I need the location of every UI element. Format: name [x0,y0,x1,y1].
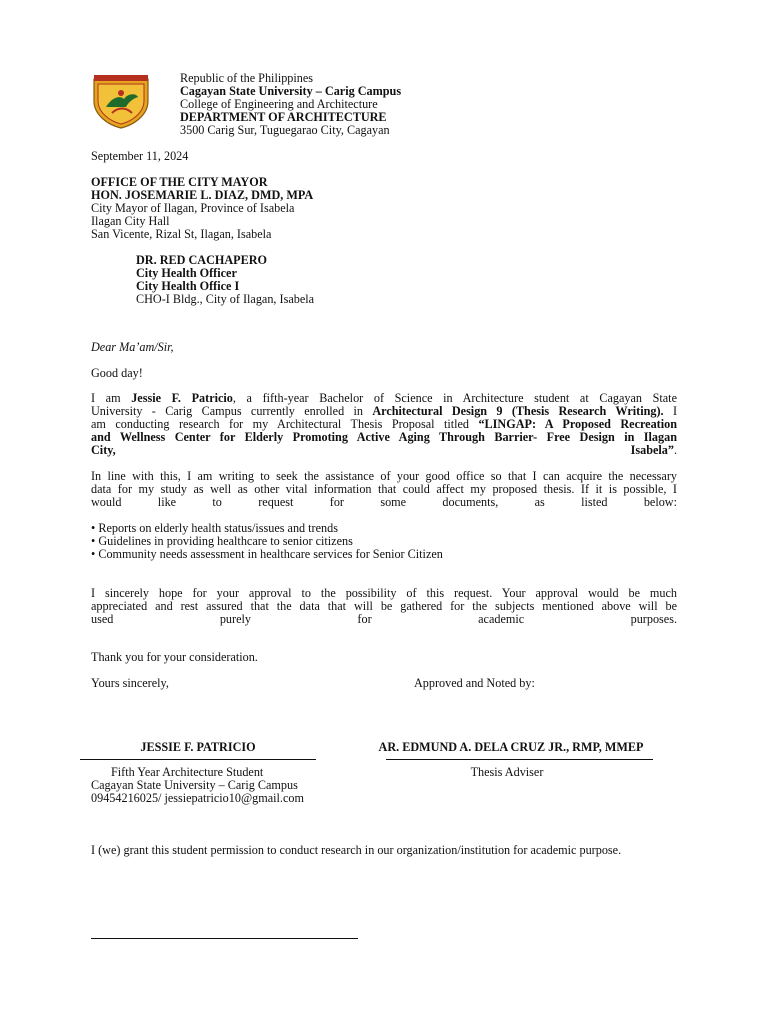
recipient-address: San Vicente, Rizal St, Ilagan, Isabela [91,227,272,241]
grantor-signature-line [91,938,358,939]
thanks-line: Thank you for your consideration. [91,650,258,664]
greeting: Good day! [91,366,143,380]
university-seal-logo [90,73,152,129]
text-run: Isabela” [630,443,674,457]
signatory-student-title: Fifth Year Architecture Student [111,765,264,779]
text-run: am conducting research for my Architectural Thesis Proposal titled [91,417,479,431]
thesis-title-inline: “LINGAP: A Proposed Recreation [478,417,677,431]
body-paragraph-request [91,470,677,509]
text-run: City, [91,443,116,457]
letterhead-university: Cagayan State University – Carig Campus [180,84,402,98]
seal-icon [90,73,152,129]
recipient-block [91,176,313,241]
list-item: • Reports on elderly health status/issues and trends [91,521,338,535]
signature-line-student [80,759,316,760]
recipient-office: OFFICE OF THE CITY MAYOR [91,175,268,189]
requested-documents-list [91,522,443,561]
approved-label: Approved and Noted by: [414,676,535,690]
attention-block [136,254,314,306]
signatory-adviser-title: Thesis Adviser [470,765,544,779]
attention-position: City Health Officer [136,266,237,280]
text-run: , a fifth-year Bachelor of Science in Architecture student at Cagayan State [232,391,677,405]
thesis-title-line: and Wellness Center for Elderly Promoting Active Aging Through Barrier- Free Design in Ilagan [91,430,677,444]
paragraph-line: data for my study as well as other vital information that could affect my proposed thesis. If it is possible, I [91,482,677,496]
permission-statement: I (we) grant this student permission to conduct research in our organization/institution for academic purpose. [91,843,622,857]
paragraph-line [91,444,677,457]
attention-address: CHO-I Bldg., City of Ilagan, Isabela [136,292,315,306]
body-paragraph-approval [91,587,677,626]
signatory-student-contact: 09454216025/ jessiepatricio10@gmail.com [91,791,304,805]
text-run: . [673,443,677,457]
course-name-inline: Architectural Design 9 (Thesis Research Writing). [372,404,664,418]
letterhead-address: 3500 Carig Sur, Tuguegarao City, Cagayan [180,123,390,137]
recipient-name: HON. JOSEMARIE L. DIAZ, DMD, MPA [91,188,314,202]
text-run: I [663,404,677,418]
signature-line-adviser [386,759,653,760]
recipient-position: City Mayor of Ilagan, Province of Isabela [91,201,295,215]
paragraph-line: used purely for academic purposes. [91,612,677,626]
student-name-inline: Jessie F. Patricio [131,391,233,405]
letterhead-college: College of Engineering and Architecture [180,97,378,111]
letter-date: September 11, 2024 [91,149,189,163]
paragraph-line: In line with this, I am writing to seek the assistance of your good office so that I can acquire the necessary [91,469,677,483]
list-item: • Community needs assessment in healthcare services for Senior Citizen [91,547,443,561]
attention-office: City Health Office I [136,279,240,293]
signatory-student-details [91,766,304,805]
signatory-student-name: JESSIE F. PATRICIO [140,740,256,754]
text-run: I am [91,391,132,405]
text-run: University - Carig Campus currently enrolled in [91,404,373,418]
paragraph-line: appreciated and rest assured that the data that will be gathered for the subjects mentioned above will be [91,599,677,613]
attention-name: DR. RED CACHAPERO [136,253,268,267]
complimentary-close: Yours sincerely, [91,676,169,690]
letterhead-country: Republic of the Philippines [180,71,314,85]
letterhead [180,72,401,137]
paragraph-line: would like to request for some documents, as listed below: [91,495,677,509]
signatory-adviser-name: AR. EDMUND A. DELA CRUZ JR., RMP, MMEP [378,740,644,754]
list-item: • Guidelines in providing healthcare to senior citizens [91,534,353,548]
signatory-student-school: Cagayan State University – Carig Campus [91,778,298,792]
recipient-building: Ilagan City Hall [91,214,170,228]
salutation: Dear Ma’am/Sir, [91,340,174,354]
paragraph-line: I sincerely hope for your approval to the possibility of this request. Your approval would be much [91,586,677,600]
letterhead-department: DEPARTMENT OF ARCHITECTURE [180,110,387,124]
body-paragraph-intro [91,392,677,457]
